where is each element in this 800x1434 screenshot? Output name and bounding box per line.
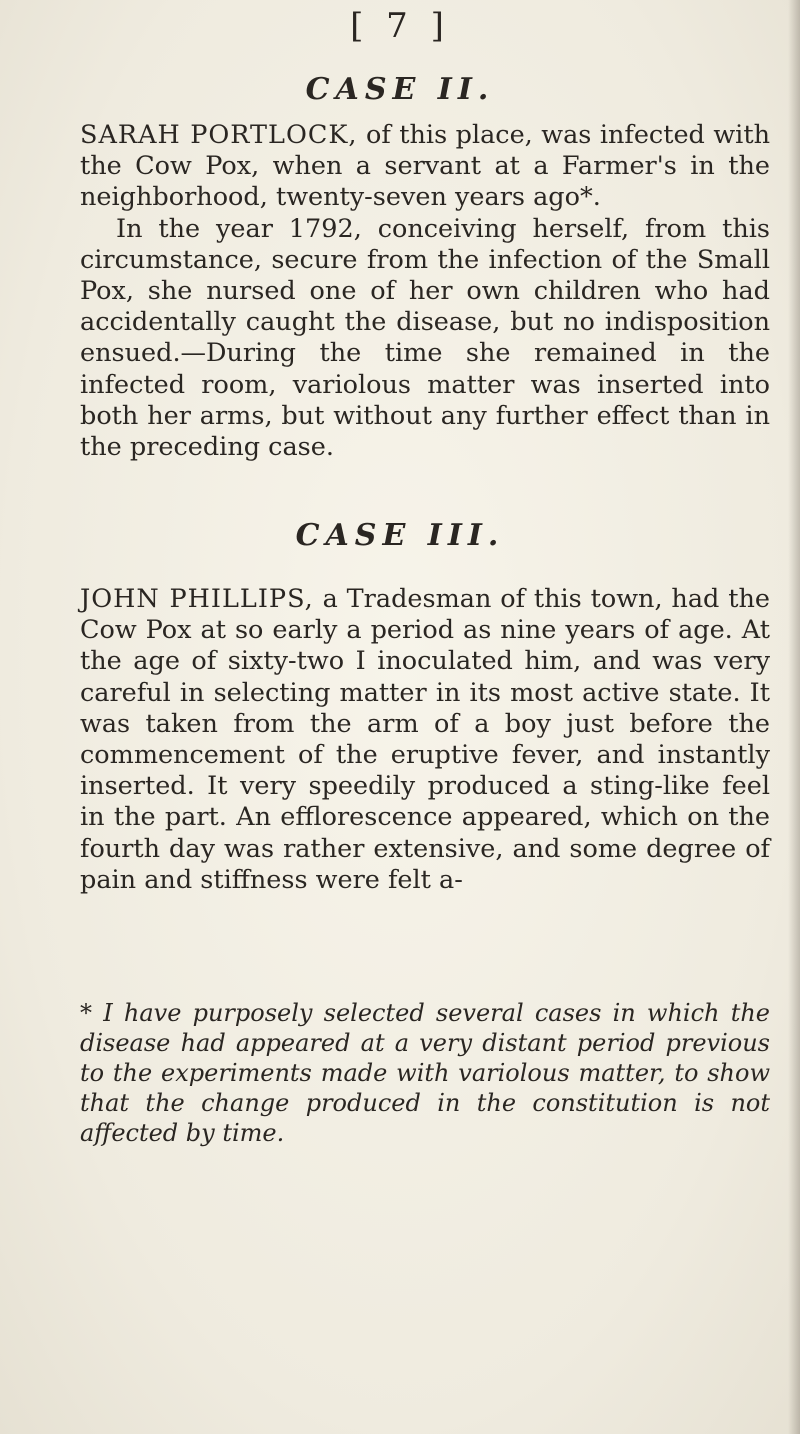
case-3-body: [80, 584, 770, 896]
case-3-heading: CASE III.: [295, 518, 505, 553]
case-2-text-1: of this place, was infected with the Cow Pox, when a servant at a Farmer's in the neighborhood, twenty-seven years ago*.: [80, 120, 770, 213]
case-3-paragraph-1: [80, 584, 770, 896]
case-2-body: [80, 120, 770, 463]
case-2-paragraph-2: In the year 1792, conceiving herself, from this circumstance, secure from the infection of the Small Pox, she nursed one of her own children who had accidentally caught the disease, but no indisposition ensued.—During the time she remained in the infected room, variolous matter was inserted into both her arms, but without any further effect than in the preceding case.: [80, 213, 770, 463]
page-edge-shadow: [788, 0, 800, 1434]
case-2-heading: CASE II.: [305, 72, 495, 107]
case-2-patient-name: SARAH PORTLOCK,: [80, 120, 358, 150]
case-3-patient-name: JOHN PHILLIPS,: [80, 584, 314, 614]
footnote: * I have purposely selected several cases in which the disease had appeared at a very distant period previous to the experiments made with variolous matter, to show that the change produced in the constitution is not affected by time.: [80, 999, 770, 1147]
case-2-paragraph-1: [80, 120, 770, 214]
page-number: [ 7 ]: [350, 6, 450, 46]
case-3-text-1: a Tradesman of this town, had the Cow Pox at so early a period as nine years of age. At the age of sixty-two I inoculated him, and was very careful in selecting matter in its most active state. It was taken from the arm of a boy just before the commencement of the eruptive fever, and instantly inserted. It very speedily produced a sting-like feel in the part. An efflorescence appeared, which on the fourth day was rather extensive, and some degree of pain and stiffness were felt a-: [80, 584, 770, 895]
